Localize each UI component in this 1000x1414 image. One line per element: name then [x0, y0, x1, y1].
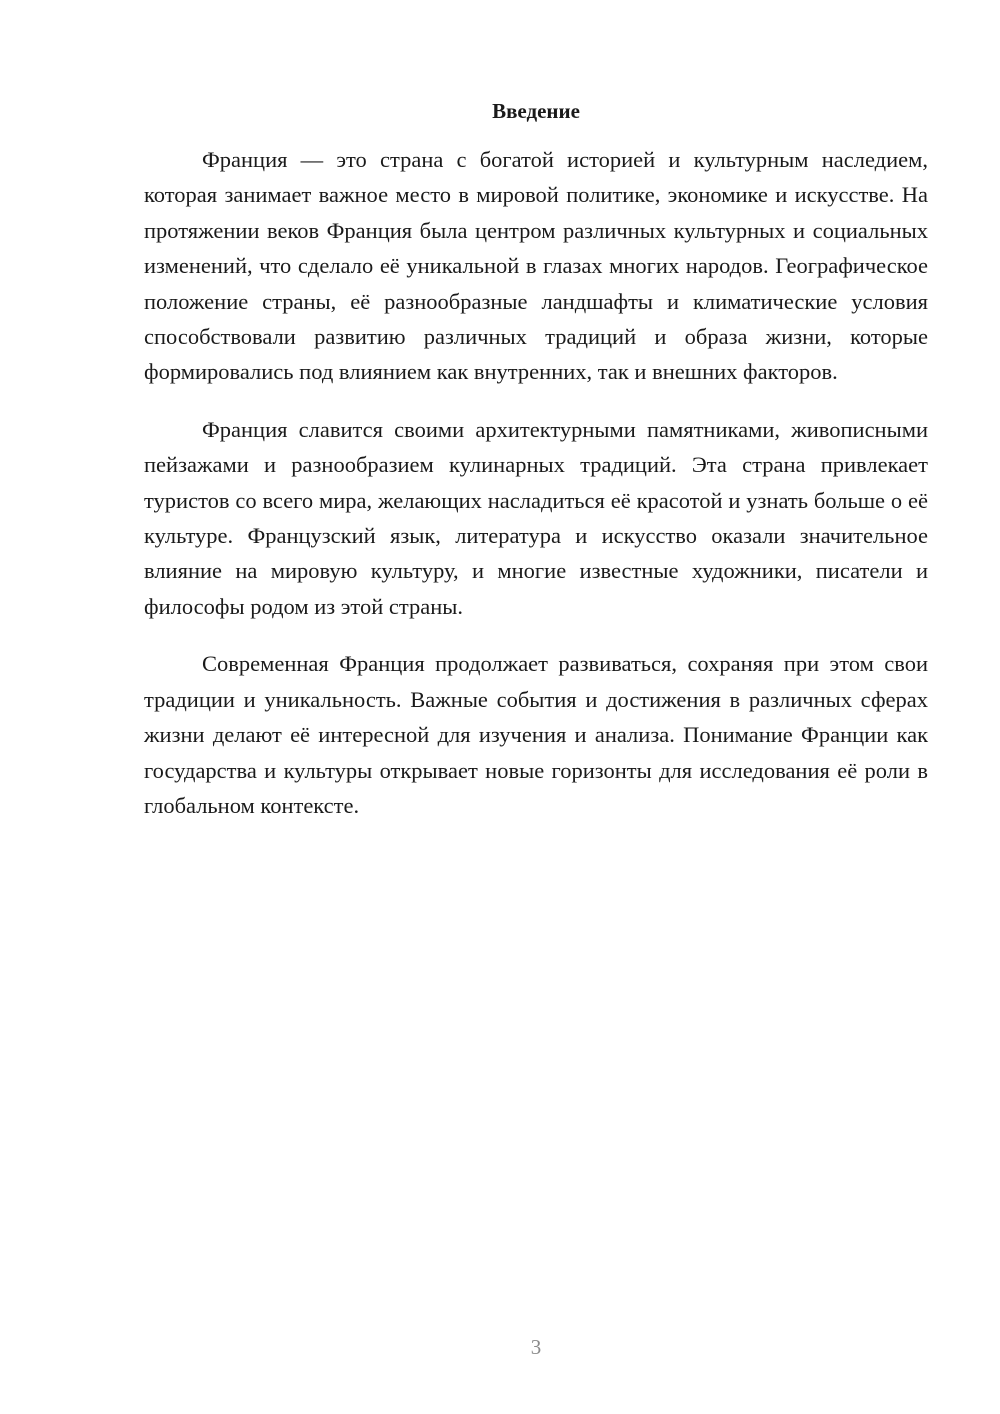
body-text: [144, 142, 928, 845]
page-number: 3: [530, 1335, 542, 1359]
paragraph-1: Франция — это страна с богатой историей и культурным наследием, которая занимает важное место в мировой политике, экономике и искусстве. На протяжении веков Франция была центром различных культурных и социальных изменений, что сделало её уникальной в глазах многих народов. Географическое положение страны, её разнообразные ландшафты и климатические условия способствовали развитию различных традиций и образа жизни, которые формировались под влиянием как внутренних, так и внешних факторов.: [144, 147, 928, 385]
paragraph-3: Современная Франция продолжает развиваться, сохраняя при этом свои традиции и уникальность. Важные события и достижения в различных сферах жизни делают её интересной для изучения и анализа. Понимание Франции как государства и культуры открывает новые горизонты для исследования её роли в глобальном контексте.: [144, 651, 928, 818]
paragraph-2: Франция славится своими архитектурными памятниками, живописными пейзажами и разнообразием кулинарных традиций. Эта страна привлекает туристов со всего мира, желающих насладиться её красотой и узнать больше о её культуре. Французский язык, литература и искусство оказали значительное влияние на мировую культуру, и многие известные художники, писатели и философы родом из этой страны.: [144, 416, 928, 619]
section-heading: Введение: [492, 99, 580, 123]
